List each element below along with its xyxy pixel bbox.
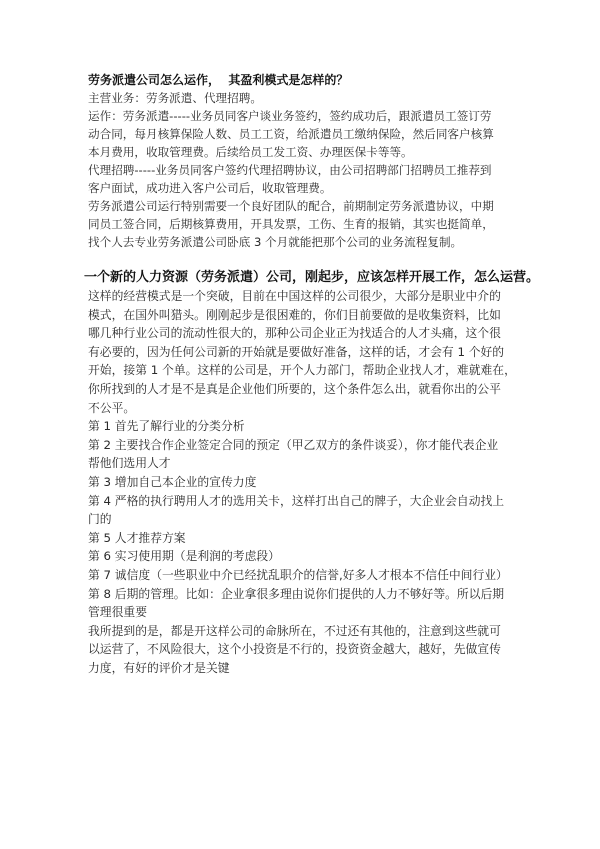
text-line: 第 7 诚信度（一些职业中介已经扰乱职介的信誉,好多人才根本不信任中间行业） <box>88 567 508 582</box>
paragraph <box>88 89 528 107</box>
numbered-list <box>88 417 528 622</box>
text-line: 模式，在国外叫猎头。刚刚起步是很困难的，你们目前要做的是收集资料，比如 <box>88 307 501 322</box>
text-line: 同员工签合同，后期核算费用，开具发票，工伤、生育的报销，其实也挺简单， <box>88 217 494 231</box>
section1-body <box>88 89 528 251</box>
text-line: 开始，接第 1 个单。这样的公司是，开个人力部门，帮助企业找人才，难就难在， <box>88 363 516 378</box>
section-new-company-operation <box>84 268 540 677</box>
section2-intro <box>88 287 528 417</box>
paragraph <box>88 161 528 197</box>
text-line: 不公平。 <box>88 400 136 415</box>
text-line: 第 1 首先了解行业的分类分析 <box>88 419 245 434</box>
text-line: 第 3 增加自己本企业的宣传力度 <box>88 474 257 489</box>
text-line: 动合同，每月核算保险人数、员工工资，给派遣员工缴纳保险，然后同客户核算 <box>88 127 494 141</box>
text-line: 第 4 严格的执行聘用人才的选用关卡，这样打出自己的牌子，大企业会自动找上 <box>88 493 505 508</box>
text-line: 代理招聘-----业务员同客户签约代理招聘协议，由公司招聘部门招聘员工推荐到 <box>88 163 492 177</box>
text-line: 这样的经营模式是一个突破，目前在中国这样的公司很少，大部分是职业中介的 <box>88 289 501 303</box>
paragraph <box>88 197 528 251</box>
text-line: 门的 <box>88 512 112 527</box>
list-item <box>88 566 528 585</box>
text-line: 我所提到的是，都是开这样公司的命脉所在，不过还有其他的，注意到这些就可 <box>88 623 501 638</box>
list-item <box>88 585 528 622</box>
text-line: 第 8 后期的管理。比如：企业拿很多理由说你们提供的人力不够好等。所以后期 <box>88 586 505 601</box>
text-line: 以运营了，不风险很大，这个小投资是不行的，投资资金越大，越好，先做宣传 <box>88 642 501 657</box>
list-item <box>88 529 528 548</box>
list-item <box>88 417 528 436</box>
text-line: 哪几种行业公司的流动性很大的，那种公司企业正为找适合的人才头痛，这个很 <box>88 326 501 341</box>
text-line: 力度，有好的评价才是关键 <box>88 660 230 675</box>
text-line: 有必要的，因为任何公司新的开始就是要做好准备，这样的话，才会有 1 个好的 <box>88 344 505 359</box>
list-item <box>88 547 528 566</box>
text-line: 你所找到的人才是不是真是企业他们所要的，这个条件怎么出，就看你出的公平 <box>88 381 501 396</box>
text-line: 第 5 人才推荐方案 <box>88 530 186 545</box>
text-line: 帮他们选用人才 <box>88 456 171 471</box>
text-line: 本月费用，收取管理费。后续给员工发工资、办理医保卡等等。 <box>88 145 413 159</box>
text-line: 找个人去专业劳务派遣公司卧底 3 个月就能把那个公司的业务流程复制。 <box>88 235 463 249</box>
text-line: 主营业务：劳务派遣、代理招聘。 <box>88 91 262 105</box>
section2-title: 一个新的人力资源（劳务派遣）公司，刚起步，应该怎样开展工作，怎么运营。 <box>84 270 540 285</box>
list-item <box>88 492 528 529</box>
text-line: 第 2 主要找合作企业签定合同的预定（甲乙双方的条件谈妥），你才能代表企业 <box>88 437 499 452</box>
text-line: 管理很重要 <box>88 605 147 620</box>
list-item <box>88 473 528 492</box>
section2-closing <box>88 622 528 678</box>
text-line: 劳务派遣公司运行特别需要一个良好团队的配合，前期制定劳务派遣协议，中期 <box>88 199 494 213</box>
section1-title: 劳务派遣公司怎么运作， 其盈利模式是怎样的？ <box>88 73 349 87</box>
text-line: 第 6 实习使用期（是利润的考虑段） <box>88 549 280 564</box>
paragraph <box>88 107 528 161</box>
text-line: 运作：劳务派遣-----业务员同客户谈业务签约，签约成功后，跟派遣员工签订劳 <box>88 109 492 123</box>
list-item <box>88 436 528 473</box>
section-business-model <box>88 71 528 251</box>
text-line: 客户面试，成功进入客户公司后，收取管理费。 <box>88 181 332 195</box>
